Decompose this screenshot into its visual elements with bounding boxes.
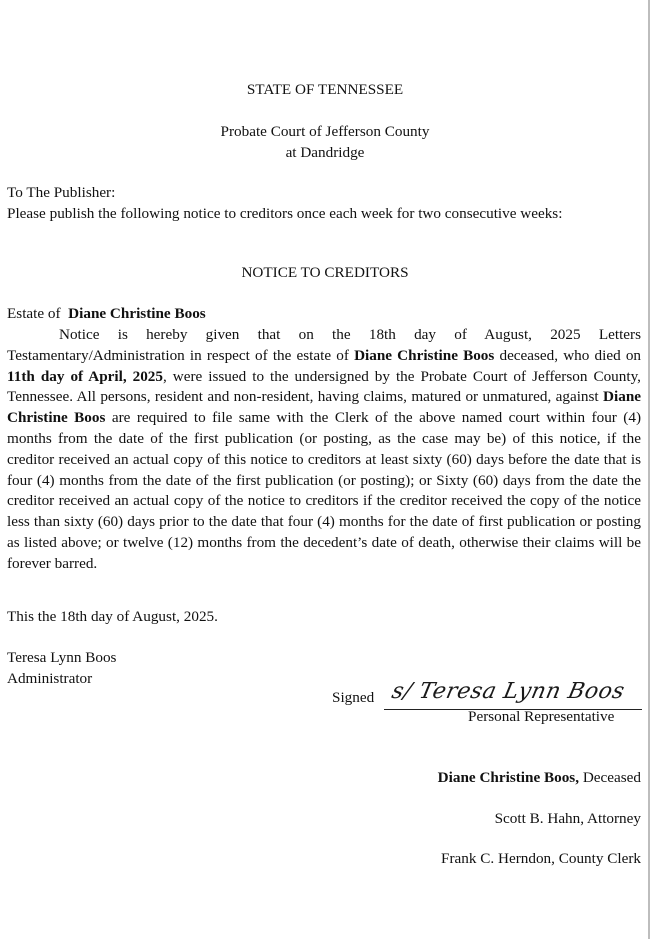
body-part-1: Notice is hereby given that on the 18th day of August, 2025 Letters Testamentary/Administration in respect of the estate of [7,326,641,364]
court-name: Probate Court of Jefferson County [220,123,430,140]
deceased-suffix: Deceased [579,769,641,786]
decedent-name-1: Diane Christine Boos [354,346,495,364]
estate-line [7,304,641,325]
death-date: 11th day of April, 2025 [7,367,163,385]
notice-body [7,325,641,575]
administrator-title: Administrator [7,670,93,687]
body-part-3: , were issued to the undersigned by the Probate Court of Jefferson County, Tennessee. All persons, resident and non-resident, having claims, matured or unmatured, against [7,367,641,406]
publisher-salutation: To The Publisher: [7,184,116,201]
estate-label: Estate of [7,305,61,322]
deceased-name: Diane Christine Boos, [437,769,580,786]
clerk-line: Frank C. Herndon, County Clerk [441,850,641,867]
body-part-2: deceased, who died on [499,346,642,364]
signature-role: Personal Representative [468,708,615,725]
decedent-name-2: Diane Christine Boos [7,388,642,427]
publisher-request: Please publish the following notice to creditors once each week for two consecutive weeks: [7,205,563,222]
body-part-4: are required to file same with the Clerk of the above named court within four (4) months from the date of the first publication (or posting, as the case may be) of this notice, if the creditor received an actual copy of this notice to creditors at least sixty (60) days before the date that is four (4) months from the date of the first publication (or posting); or Sixty (60) days from the date the creditor received an actual copy of the notice to creditors if the creditor received the copy of the notice less than sixty (60) days prior to the date that four (4) months for the date of first publication or posting as listed above; or twelve (12) months from the decedent’s date of death, otherwise their claims will be forever barred. [7,409,641,572]
court-location: at Dandridge [285,144,365,161]
administrator-name: Teresa Lynn Boos [7,649,117,666]
deceased-line [438,768,641,789]
notice-title: NOTICE TO CREDITORS [241,264,409,281]
estate-name: Diane Christine Boos [68,305,206,322]
date-line: This the 18th day of August, 2025. [7,608,218,625]
signed-label: Signed [332,689,375,706]
state-heading: STATE OF TENNESSEE [246,81,404,98]
attorney-line: Scott B. Hahn, Attorney [494,810,641,827]
handwritten-signature: s/ Teresa Lynn Boos [389,679,627,704]
